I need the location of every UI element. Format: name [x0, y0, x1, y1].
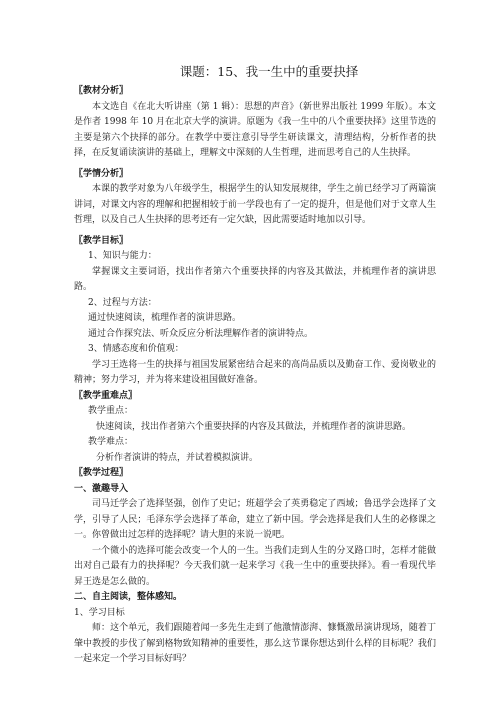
key-point-label: 教学重点：: [88, 406, 134, 416]
key-point-body: 快速阅读，找出作者第六个重要抉择的内容及其做法，并梳理作者的演讲思路。: [96, 421, 412, 432]
goal-3-title: 3、情感态度和价值观：: [88, 344, 184, 354]
difficulty-body: 分析作者演讲的特点，并试着模拟演讲。: [96, 452, 259, 463]
step-2-paragraph: 师：这个单元，我们跟随着闻一多先生走到了他激情澎湃、慷慨激昂演讲现场，随着丁肇中教授的步伐了解到格物致知精神的重要性，那么这节课你想达到什么样的目标呢？我们一起来定一个学习目标好吗？: [74, 623, 436, 664]
step-2-title: 二、自主阅读，整体感知。: [74, 592, 183, 602]
goal-1-title: 1、知识与能力：: [88, 251, 157, 261]
page-title: 课题：15、我一生中的重要抉择: [179, 64, 359, 79]
heading-teaching-process: 〖教学过程〗: [74, 468, 129, 478]
goal-2-title: 2、过程与方法：: [88, 297, 157, 308]
heading-student-analysis: 〖学情分析〗: [74, 168, 129, 179]
step-1-paragraph-1: 司马迁学会了选择坚强，创作了史记；班超学会了英勇稳定了西域；鲁迅学会选择了文学，引导了人民；毛泽东学会选择了革命，建立了新中国。学会选择是我们人生的必修课之一。你曾做出过怎样的选择呢？请大胆的来说一说吧。: [74, 499, 436, 540]
heading-textbook-analysis: 〖教材分析〗: [74, 86, 129, 96]
step-1-paragraph-2: 一个微小的选择可能会改变一个人的一生。当我们走到人生的分叉路口时，怎样才能做出对自己最有力的抉择呢？今天我们就一起来学习《我一生中的重要抉择》。看一看现代毕昇王选是怎么做的。: [74, 545, 436, 587]
heading-key-points: 〖教学重难点〗: [74, 390, 138, 401]
goal-2-line-2: 通过合作探究法、听众反应分析法理解作者的演讲特点。: [88, 328, 314, 339]
paragraph-textbook-analysis: 本文选自《在北大听讲座（第 1 辑）：思想的声音》（新世界出版社 1999 年版）。本文是作者 1998 年 10 月在北京大学的演讲。原题为《我一生中的八个重要抉择》这里节选的主要是第六个抉择的部分。在教学中要注意引导学生研读课文，清理结构，分析作者的抉择，在反复诵读演讲的基础上，理解文中深刻的人生哲理，进而思考自己的人生抉择。: [74, 101, 436, 158]
goal-2-line-1: 通过快速阅读，梳理作者的演讲思路。: [88, 313, 242, 323]
document-body: [74, 62, 436, 668]
step-2-subtitle: 1、学习目标: [74, 607, 125, 618]
step-1-title: 一、激趣导入: [74, 483, 129, 494]
goal-1-body: 掌握课文主要词语，找出作者第六个重要抉择的内容及其做法，并梳理作者的演讲思路。: [74, 266, 436, 292]
difficulty-label: 教学难点：: [88, 437, 134, 447]
paragraph-student-analysis: 本课的教学对象为八年级学生，根据学生的认知发展规律，学生之前已经学习了两篇演讲词，对课文内容的理解和把握相较于前一学段也有了一定的提升，但是他们对于文章人生哲理，以及自己人生抉择的思考还有一定欠缺，因此需要适时地加以引导。: [74, 184, 436, 225]
goal-3-body: 学习王选将一生的抉择与祖国发展紧密结合起来的高尚品质以及勤奋工作、爱岗敬业的精神；努力学习，并为将来建设祖国做好准备。: [74, 359, 436, 385]
heading-teaching-goals: 〖教学目标〗: [74, 235, 129, 246]
